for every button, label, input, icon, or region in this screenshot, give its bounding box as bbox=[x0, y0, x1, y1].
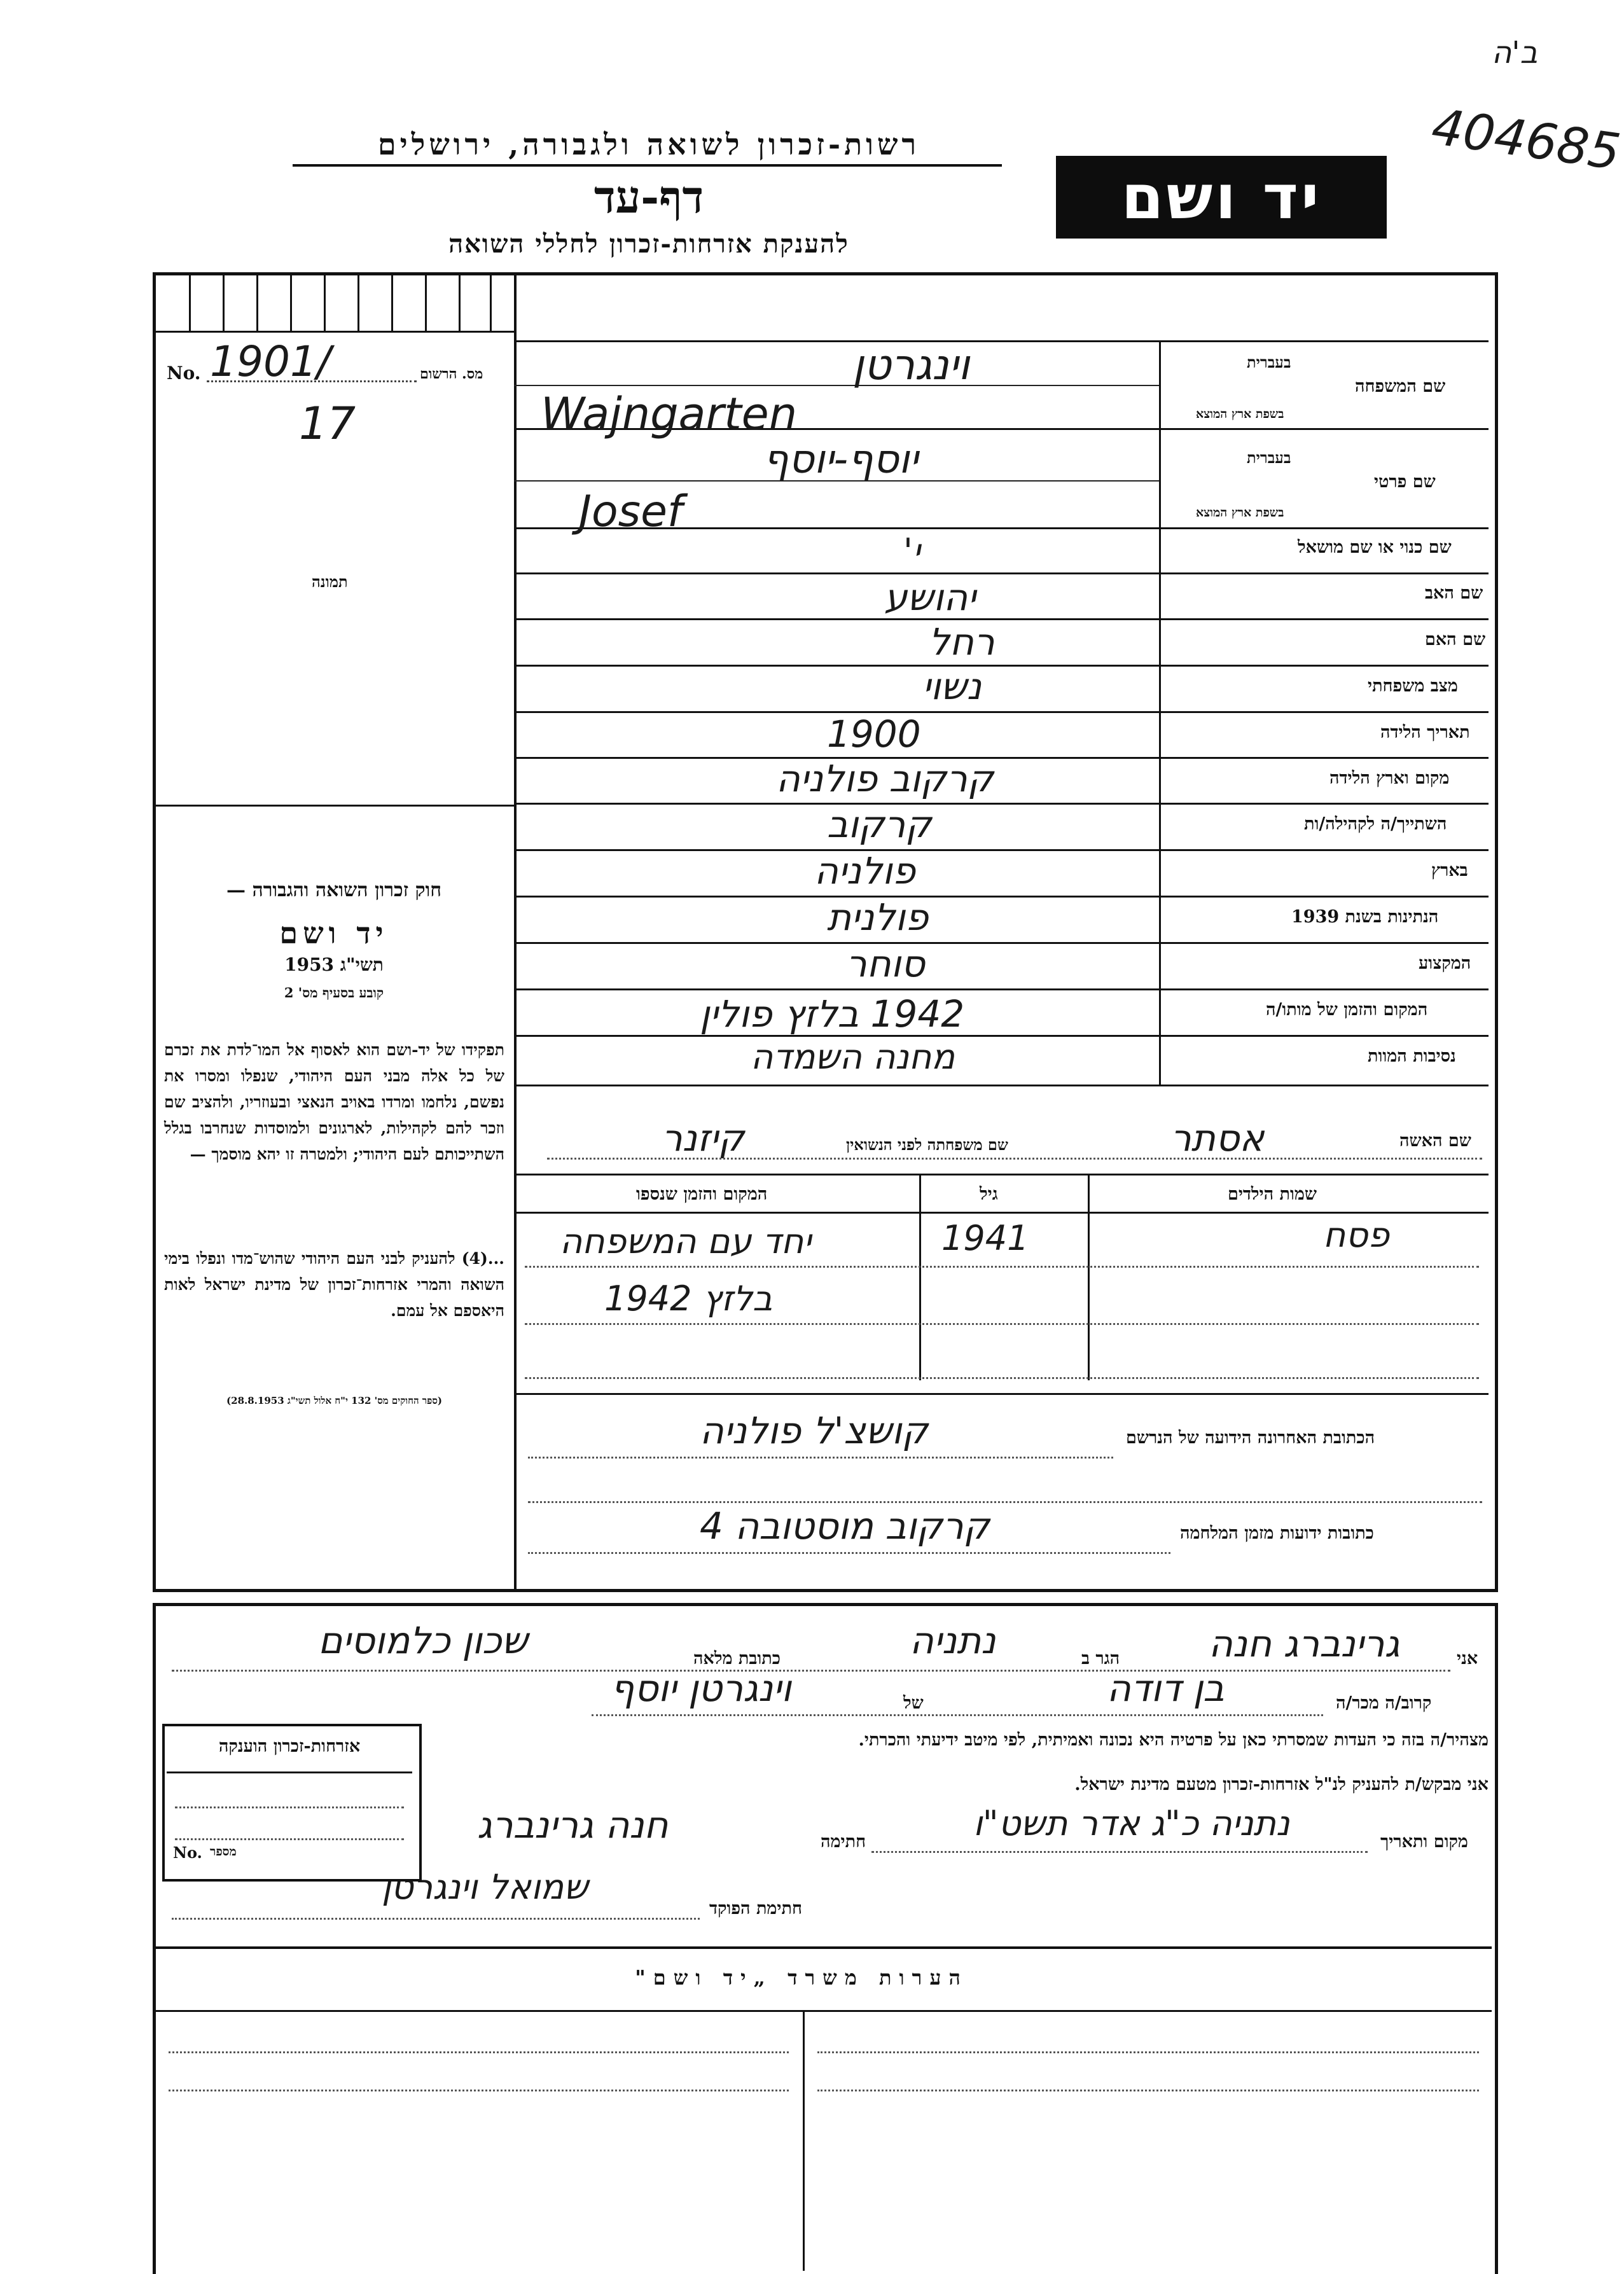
country-label: בארץ bbox=[1431, 861, 1468, 880]
relation-label: קרוב/ה מכר/ה bbox=[1336, 1693, 1432, 1713]
death-place-time-value: 1942 בלזץ פולין bbox=[700, 992, 965, 1036]
authority-title: רשות-זכרון לשואה ולגבורה, ירושלים bbox=[377, 127, 920, 162]
country-value: פולניה bbox=[814, 849, 916, 892]
relation-of-value: וינגרטן יוסף bbox=[611, 1667, 791, 1710]
community-label: השתייך/ה לקהילה/ות bbox=[1304, 814, 1447, 834]
archive-number: 404685 bbox=[1428, 98, 1624, 182]
relation-value: בן דודה bbox=[1107, 1667, 1225, 1710]
first-name-origin-label: בשפת ארץ המוצא bbox=[1196, 506, 1284, 520]
nickname-value: י' bbox=[903, 531, 920, 571]
citizenship-value: פולנית bbox=[827, 896, 929, 939]
declarant-address-label: כתובת מלאה bbox=[693, 1649, 781, 1668]
birth-date-label: תאריך הלידה bbox=[1380, 723, 1470, 742]
father-value: יהושע bbox=[884, 576, 976, 619]
registration-number: 1901/ bbox=[210, 337, 331, 386]
death-circumstances-value: מחנה השמדה bbox=[751, 1037, 955, 1077]
citizenship-no-label: No. bbox=[173, 1843, 202, 1862]
citizenship-label: הנתינות בשנת 1939 bbox=[1291, 907, 1439, 927]
child-place: יחד עם המשפחה bbox=[560, 1221, 812, 1261]
children-age-header: גיל bbox=[980, 1184, 998, 1204]
death-circumstances-label: נסיבות המוות bbox=[1368, 1046, 1456, 1066]
signature-label: חתימה bbox=[821, 1832, 866, 1852]
last-address-value: קושצ'ל פולניה bbox=[700, 1409, 928, 1452]
child-name: פסח bbox=[1323, 1215, 1390, 1255]
first-name-origin: Josef bbox=[579, 487, 683, 537]
form-title: דף-עד bbox=[593, 170, 704, 223]
place-date-label: מקום ותאריך bbox=[1380, 1832, 1468, 1852]
profession-label: המקצוע bbox=[1419, 953, 1471, 973]
declarant-lives-value: נתניה bbox=[910, 1619, 996, 1662]
birth-place-label: מקום וארץ הלידה bbox=[1329, 768, 1450, 788]
clerk-label: חתימת הפוקד bbox=[709, 1899, 802, 1918]
family-name-origin-label: בשפת ארץ המוצא bbox=[1196, 407, 1284, 421]
declarant-lives-label: הגר ב bbox=[1081, 1649, 1120, 1668]
child-age: 1941 bbox=[941, 1218, 1029, 1258]
photo-label: תמונה bbox=[312, 572, 348, 591]
relation-of-label: של bbox=[903, 1693, 924, 1713]
children-place-header: המקום והזמן שנספו bbox=[636, 1184, 768, 1204]
family-name-label: שם המשפחה bbox=[1355, 377, 1446, 396]
wife-maiden-label: שם משפחתה לפני הנשואין bbox=[846, 1135, 1008, 1154]
signature-value: חנה גרינברג bbox=[477, 1803, 669, 1847]
family-name-hebrew: וינגרטן bbox=[852, 340, 970, 389]
first-name-hebrew-label: בעברית bbox=[1247, 448, 1291, 467]
place-date-value: נתניה כ"ג אדר תשט"ו bbox=[973, 1803, 1290, 1843]
war-address-label: כתובות ידועות מזמן המלחמה bbox=[1180, 1523, 1374, 1543]
law-paragraph-1: תפקידו של יד-ושם הוא לאסוף אל המו־לדת את זכרם של כל אלה מבני העם היהודי, שנפלו ומסרו את נפשם, נלחמו ומרדו באויב הנאצי ובעוזריו, ולהציב שם וזכר להם לקהילות, לארגונים ולמוסדות שנחרבו בגלל השתייכותם לעם היהודי; ולמטרה זו יהא מוסמך — bbox=[164, 1041, 504, 1163]
citizenship-number-label: מספר bbox=[210, 1845, 237, 1859]
mother-value: רחל bbox=[929, 620, 995, 663]
father-label: שם האב bbox=[1425, 583, 1483, 603]
community-value: קרקוב bbox=[827, 803, 932, 846]
registration-label: מס. הרשום bbox=[420, 366, 483, 382]
clerk-signature: שמואל וינגרטן bbox=[382, 1867, 588, 1907]
last-address-label: הכתובת האחרונה הידועה של הנרשם bbox=[1126, 1428, 1375, 1448]
registration-no-label: No. bbox=[167, 363, 201, 384]
law-citation: (ספר החוקים מס' 132 י"ח אלול תשי"ג 28.8.1953) bbox=[226, 1395, 442, 1406]
death-place-time-label: המקום והזמן של מותו/ה bbox=[1266, 1000, 1428, 1020]
law-name: יד ושם bbox=[279, 916, 389, 950]
declaration-text: מצהיר/ה בזה כי העדות שמסרתי כאן על פרטיה היא נכונה ואמיתית, לפי מיטב ידיעתי והכרתי. bbox=[858, 1730, 1489, 1750]
page-mark: ב'ה bbox=[1492, 35, 1538, 71]
law-paragraph-2: ...(4) להעניק לבני העם היהודי שהוש־מדו ונפלו בימי השואה והמרי אזרחות־זכרון של מדינת ישראל לאות היאספם אל עמם. bbox=[164, 1249, 504, 1320]
declarant-address-value: שכון כלמוסים bbox=[318, 1619, 528, 1662]
first-name-label: שם פרטי bbox=[1374, 472, 1436, 492]
law-title: חוק זכרון השואה והגבורה — bbox=[226, 879, 441, 901]
war-address-value: קרקוב מוסטובה 4 bbox=[700, 1504, 990, 1548]
law-section: קובע בסעיף מס' 2 bbox=[284, 985, 384, 1001]
office-notes-title: הערות משרד „יד ושם" bbox=[635, 1965, 968, 1990]
wife-value: אסתר bbox=[1170, 1116, 1265, 1160]
declarant-name: גרינברג חנה bbox=[1209, 1622, 1400, 1665]
birth-place-value: קרקוב פולניה bbox=[776, 757, 994, 800]
declarant-i-label: אני bbox=[1457, 1649, 1478, 1668]
first-name-hebrew: יוסף-יוסף bbox=[763, 436, 919, 482]
children-names-header: שמות הילדים bbox=[1228, 1184, 1317, 1204]
family-name-hebrew-label: בעברית bbox=[1247, 353, 1291, 371]
registration-sub: 17 bbox=[299, 398, 356, 450]
law-year: תשי"ג 1953 bbox=[284, 954, 384, 975]
child-place-2: בלזץ 1942 bbox=[604, 1279, 773, 1319]
family-name-origin: Wajngarten bbox=[541, 388, 798, 440]
wife-label: שם האשה bbox=[1399, 1131, 1471, 1151]
profession-value: סוחר bbox=[846, 942, 926, 985]
nickname-label: שם כנוי או שם מושאל bbox=[1298, 537, 1452, 557]
wife-maiden-value: קיזנר bbox=[662, 1116, 745, 1160]
citizenship-granted-title: אזרחות-זכרון הוענקה bbox=[218, 1737, 361, 1756]
logo-text: יד ושם bbox=[1121, 162, 1322, 233]
form-subtitle: להענקת אזרחות-זכרון לחללי השואה bbox=[448, 229, 849, 259]
marital-value: נשוי bbox=[922, 665, 982, 708]
birth-date-value: 1900 bbox=[827, 712, 921, 756]
marital-label: מצב משפחתי bbox=[1368, 676, 1458, 696]
mother-label: שם האם bbox=[1425, 630, 1486, 649]
declarant-frame bbox=[153, 1603, 1498, 2274]
yad-vashem-logo bbox=[1056, 156, 1387, 239]
request-text: אני מבקש/ת להעניק לנ"ל אזרחות-זכרון מטעם מדינת ישראל. bbox=[1074, 1775, 1489, 1794]
